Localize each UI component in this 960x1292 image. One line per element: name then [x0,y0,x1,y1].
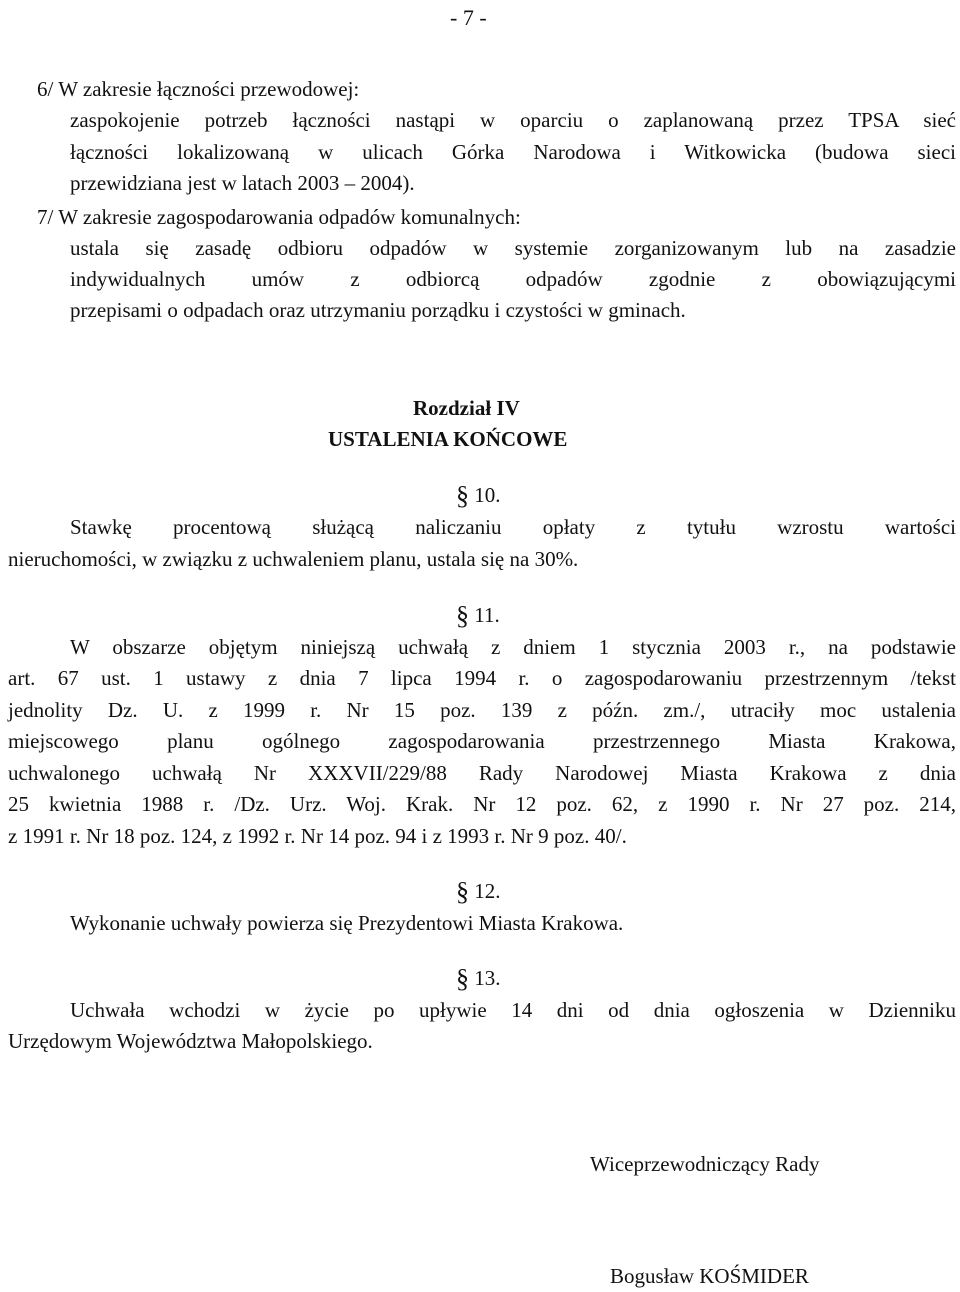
paragraph-line: art. 67 ust. 1 ustawy z dnia 7 lipca 1994 r. o zagospodarowaniu przestrzennym /tekst [8,666,956,690]
paragraph-line: Uchwała wchodzi w życie po upływie 14 dni od dnia ogłoszenia w Dzienniku [70,998,956,1022]
paragraph-line: W obszarze objętym niniejszą uchwałą z dniem 1 stycznia 2003 r., na podstawie [70,635,956,659]
paragraph-line: uchwalonego uchwałą Nr XXXVII/229/88 Rady Narodowej Miasta Krakowa z dnia [8,761,956,785]
section-symbol: § [456,877,469,906]
paragraph-marker [456,876,501,907]
chapter-title: Rozdział IV [413,396,520,420]
paragraph-line: nieruchomości, w związku z uchwaleniem planu, ustala się na 30%. [8,547,579,571]
paragraph-number: 11. [474,603,500,627]
paragraph-marker [456,480,501,511]
item6-line: łączności lokalizowaną w ulicach Górka Narodowa i Witkowicka (budowa sieci [70,140,956,164]
section-symbol: § [456,964,469,993]
chapter-subtitle: USTALENIA KOŃCOWE [328,427,568,451]
paragraph-line: Urzędowym Województwa Małopolskiego. [8,1029,373,1053]
paragraph-line: miejscowego planu ogólnego zagospodarowania przestrzennego Miasta Krakowa, [8,729,956,753]
paragraph-line: jednolity Dz. U. z 1999 r. Nr 15 poz. 139 z późn. zm./, utraciły moc ustalenia [8,698,956,722]
paragraph-number: 10. [474,483,501,507]
paragraph-line: 25 kwietnia 1988 r. /Dz. Urz. Woj. Krak. Nr 12 poz. 62, z 1990 r. Nr 27 poz. 214, [8,792,956,816]
item7-line: przepisami o odpadach oraz utrzymaniu porządku i czystości w gminach. [70,298,686,322]
item6-line: zaspokojenie potrzeb łączności nastąpi w oparciu o zaplanowaną przez TPSA sieć [70,108,956,132]
item7-line: indywidualnych umów z odbiorcą odpadów zgodnie z obowiązującymi [70,267,956,291]
paragraph-marker [456,963,501,994]
item7-line: ustala się zasadę odbioru odpadów w systemie zorganizowanym lub na zasadzie [70,236,956,260]
paragraph-marker [456,600,500,631]
signature-name: Bogusław KOŚMIDER [610,1264,809,1288]
signature-role: Wiceprzewodniczący Rady [590,1152,820,1176]
section-symbol: § [456,481,469,510]
paragraph-line: Wykonanie uchwały powierza się Prezydentowi Miasta Krakowa. [70,911,624,935]
section-symbol: § [456,601,469,630]
paragraph-line: z 1991 r. Nr 18 poz. 124, z 1992 r. Nr 14 poz. 94 i z 1993 r. Nr 9 poz. 40/. [8,824,627,848]
item6-line: przewidziana jest w latach 2003 – 2004). [70,171,415,195]
paragraph-number: 12. [474,879,501,903]
paragraph-number: 13. [474,966,501,990]
page-number: - 7 - [450,5,487,30]
item6-heading: 6/ W zakresie łączności przewodowej: [37,77,360,101]
item7-heading: 7/ W zakresie zagospodarowania odpadów komunalnych: [37,205,521,229]
paragraph-line: Stawkę procentową służącą naliczaniu opłaty z tytułu wzrostu wartości [70,515,956,539]
